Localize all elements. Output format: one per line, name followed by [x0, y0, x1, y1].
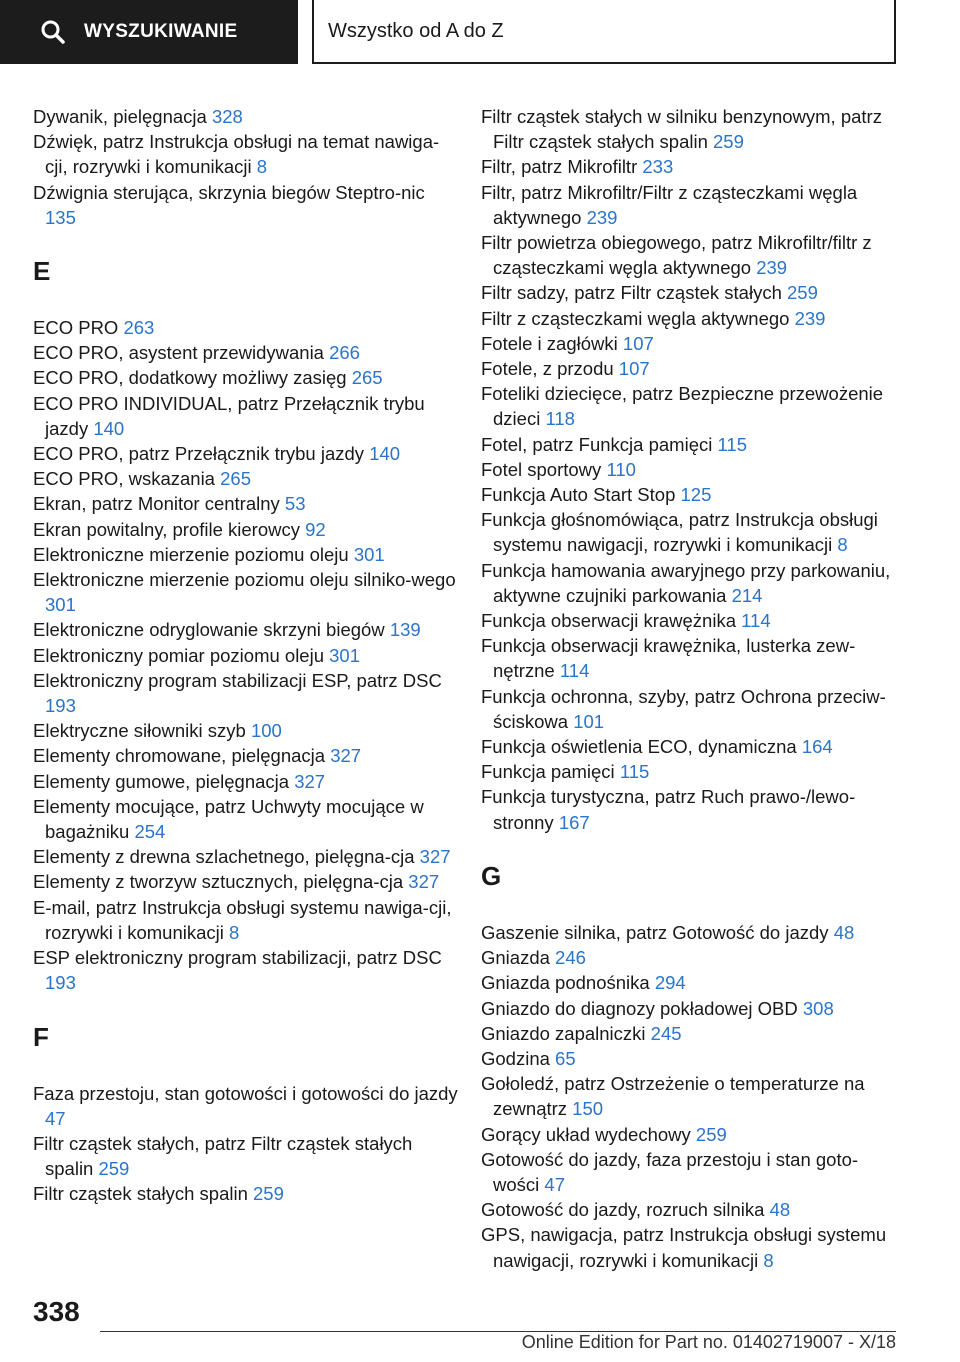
page-link[interactable]: 65 [555, 1047, 576, 1069]
index-entry-text: Ekran, patrz Monitor centralny [33, 493, 280, 515]
index-entry [481, 507, 901, 557]
page-link[interactable]: 107 [618, 358, 650, 380]
index-entry-text: Funkcja ochronna, szyby, patrz Ochrona przeciw-ściskowa [481, 685, 886, 732]
page-link[interactable]: 193 [45, 695, 76, 717]
index-entry-text: Filtr powietrza obiegowego, patrz Mikrofiltr/filtr z cząsteczkami węgla aktywnego [481, 232, 872, 279]
index-entry [33, 718, 458, 743]
index-entry [33, 844, 458, 869]
index-entry [481, 356, 901, 381]
page-link[interactable]: 8 [837, 534, 848, 556]
index-entry [481, 558, 901, 608]
index-column-right [481, 104, 901, 1273]
index-entry-text: Elementy z drewna szlachetnego, pielęgna-cja [33, 846, 415, 868]
page-link[interactable]: 193 [45, 972, 76, 994]
index-entry-text: Filtr z cząsteczkami węgla aktywnego [481, 307, 790, 329]
page-link[interactable]: 301 [45, 594, 76, 616]
page-link[interactable]: 265 [220, 468, 251, 490]
index-entry [481, 633, 901, 683]
index-group-d [33, 104, 458, 230]
index-column-left [33, 104, 458, 1207]
index-entry-text: Elektroniczne mierzenie poziomu oleju silniko-wego [33, 569, 456, 591]
index-letter-f: F [33, 1021, 49, 1052]
page-link[interactable]: 114 [559, 660, 590, 682]
index-entry [481, 104, 901, 154]
index-entry-text: Elektroniczne mierzenie poziomu oleju [33, 543, 349, 565]
page-number: 338 [33, 1296, 80, 1327]
index-entry-text: Gniazdo zapalniczki [481, 1022, 646, 1044]
page-link[interactable]: 327 [408, 871, 440, 893]
index-entry-text: Dźwignia sterująca, skrzynia biegów Steptro-nic [33, 181, 425, 203]
index-entry-text: Fotele i zagłówki [481, 332, 618, 354]
page-link[interactable]: 254 [134, 821, 166, 843]
index-entry [33, 895, 458, 945]
index-entry-text: Filtr cząstek stałych spalin [33, 1183, 248, 1205]
index-entry-text: E-mail, patrz Instrukcja obsługi systemu nawiga-cji, rozrywki i komunikacji [33, 896, 452, 943]
page-link[interactable]: 101 [573, 710, 605, 732]
index-entry-text: Elementy chromowane, pielęgnacja [33, 745, 326, 767]
header [0, 0, 960, 66]
index-entry-text: Elektroniczny program stabilizacji ESP, patrz DSC [33, 669, 442, 691]
index-entry-text: ESP elektroniczny program stabilizacji, patrz DSC [33, 947, 442, 969]
page-link[interactable]: 125 [680, 484, 712, 506]
index-entry [481, 1222, 901, 1272]
index-entry-text: Gniazda [481, 947, 550, 969]
index-entry [33, 1131, 458, 1181]
index-entry-text: ECO PRO, dodatkowy możliwy zasięg [33, 367, 347, 389]
page-link[interactable]: 48 [769, 1199, 791, 1221]
index-group-f-continued [481, 104, 901, 835]
index-entry-text: Filtr cząstek stałych w silniku benzynowym, patrz Filtr cząstek stałych spalin [481, 106, 882, 153]
index-entry-text: Elementy gumowe, pielęgnacja [33, 770, 290, 792]
index-entry [481, 684, 901, 734]
index-entry [33, 769, 458, 794]
index-entry-text: Fotel sportowy [481, 458, 602, 480]
page-link[interactable]: 239 [756, 257, 788, 279]
index-entry [481, 784, 901, 834]
index-entry [33, 1081, 458, 1131]
page-link[interactable]: 263 [123, 317, 155, 339]
index-entry [481, 1147, 901, 1197]
index-entry-text: ECO PRO, patrz Przełącznik trybu jazdy [33, 443, 365, 465]
index-entry-text: Gotowość do jazdy, rozruch silnika [481, 1199, 765, 1221]
index-entry [481, 432, 901, 457]
index-entry [33, 542, 458, 567]
page-link[interactable]: 115 [619, 761, 650, 783]
search-icon [40, 19, 66, 45]
index-entry-text: Dywanik, pielęgnacja [33, 106, 207, 127]
page-link[interactable]: 259 [713, 131, 744, 153]
index-entry-text: Funkcja oświetlenia ECO, dynamiczna [481, 736, 797, 758]
index-entry [33, 104, 458, 129]
index-entry-text: Funkcja Auto Start Stop [481, 484, 676, 506]
page-link[interactable]: 301 [353, 543, 385, 565]
page-link[interactable]: 266 [329, 342, 360, 364]
page-link[interactable]: 47 [544, 1173, 565, 1195]
index-entry [481, 970, 901, 995]
page-link[interactable]: 135 [45, 206, 76, 228]
page-link[interactable]: 140 [93, 417, 125, 439]
index-entry-text: Filtr, patrz Mikrofiltr [481, 156, 638, 178]
page-link[interactable]: 214 [731, 584, 763, 606]
index-entry [481, 280, 901, 305]
page-link[interactable]: 239 [586, 206, 618, 228]
index-group-f [33, 1081, 458, 1207]
index-entry [33, 643, 458, 668]
index-entry-text: Funkcja turystyczna, patrz Ruch prawo-/lewo-stronny [481, 786, 856, 833]
page-link[interactable]: 48 [833, 921, 855, 943]
page-link[interactable]: 107 [622, 332, 654, 354]
page-link[interactable]: 167 [558, 811, 590, 833]
index-entry [33, 441, 458, 466]
page-link[interactable]: 259 [98, 1158, 130, 1180]
page-link[interactable]: 118 [545, 408, 575, 430]
index-entry [33, 794, 458, 844]
index-entry [481, 734, 901, 759]
page-link[interactable]: 115 [717, 433, 747, 455]
page-link[interactable]: 327 [419, 846, 451, 868]
section-title [312, 0, 896, 64]
index-entry-text: GPS, nawigacja, patrz Instrukcja obsługi systemu nawigacji, rozrywki i komunikacji [481, 1224, 887, 1271]
index-entry-text: Funkcja obserwacji krawężnika [481, 610, 736, 632]
index-entry [481, 331, 901, 356]
index-entry [33, 945, 458, 995]
index-entry-text: Gniazdo do diagnozy pokładowej OBD [481, 997, 798, 1019]
section-title-text: Wszystko od A do Z [328, 19, 504, 42]
page-link[interactable]: 294 [654, 972, 686, 994]
page-link[interactable]: 327 [294, 770, 326, 792]
index-group-g [481, 920, 901, 1273]
index-entry [33, 1181, 458, 1206]
page-link[interactable]: 100 [250, 720, 282, 742]
page-link[interactable]: 233 [642, 156, 674, 178]
index-entry-text: Faza przestoju, stan gotowości i gotowości do jazdy [33, 1082, 458, 1104]
index-entry [33, 743, 458, 768]
index-entry-text: Elektroniczne odryglowanie skrzyni biegów [33, 619, 385, 641]
page-link[interactable]: 8 [229, 921, 240, 943]
index-entry [481, 1122, 901, 1147]
index-entry-text: Elektryczne siłowniki szyb [33, 720, 246, 742]
page-link[interactable]: 265 [351, 367, 383, 389]
index-entry [481, 1046, 901, 1071]
index-entry-text: Filtr, patrz Mikrofiltr/Filtr z cząsteczkami węgla aktywnego [481, 181, 858, 228]
index-entry-text: Foteliki dziecięce, patrz Bezpieczne przewożenie dzieci [481, 383, 884, 430]
page-link[interactable]: 259 [695, 1123, 727, 1145]
page-link[interactable]: 327 [330, 745, 362, 767]
page-link[interactable]: 259 [253, 1183, 284, 1205]
index-entry-text: Fotele, z przodu [481, 358, 614, 380]
page-link[interactable]: 139 [389, 619, 421, 641]
index-entry [481, 306, 901, 331]
index-letter-e: E [33, 256, 51, 287]
page-link[interactable]: 328 [211, 106, 243, 127]
index-entry-text: Elementy mocujące, patrz Uchwyty mocujące w bagażniku [33, 795, 424, 843]
index-entry-text: Gniazda podnośnika [481, 972, 650, 994]
page-link[interactable]: 259 [787, 282, 818, 304]
index-entry [481, 482, 901, 507]
page-link[interactable]: 150 [572, 1098, 604, 1120]
index-entry [33, 668, 458, 718]
search-label: WYSZUKIWANIE [84, 21, 238, 42]
index-entry [481, 381, 901, 431]
index-entry [481, 920, 901, 945]
search-button[interactable] [0, 0, 298, 64]
index-entry [481, 1021, 901, 1046]
page-link[interactable]: 164 [801, 736, 833, 758]
index-entry-text: Fotel, patrz Funkcja pamięci [481, 433, 713, 455]
page-link[interactable]: 245 [650, 1022, 682, 1044]
index-entry-text: Gotowość do jazdy, faza przestoju i stan goto-wości [481, 1148, 859, 1195]
index-entry-text: Filtr sadzy, patrz Filtr cząstek stałych [481, 282, 782, 304]
index-entry [481, 945, 901, 970]
index-entry [481, 1071, 901, 1121]
index-entry-text: ECO PRO INDIVIDUAL, patrz Przełącznik trybu jazdy [33, 392, 425, 439]
index-entry [481, 1197, 901, 1222]
index-entry [33, 567, 458, 617]
index-entry-text: Filtr cząstek stałych, patrz Filtr cząstek stałych spalin [33, 1132, 413, 1180]
index-entry-text: Dźwięk, patrz Instrukcja obsługi na temat nawiga-cji, rozrywki i komunikacji [33, 131, 440, 178]
index-entry [481, 180, 901, 230]
index-entry [33, 315, 458, 340]
index-entry [33, 391, 458, 441]
index-entry [33, 180, 458, 230]
index-entry [33, 129, 458, 179]
index-entry [33, 517, 458, 542]
index-group-e [33, 315, 458, 995]
index-entry-text: Godzina [481, 1047, 550, 1069]
index-letter-g: G [481, 860, 502, 891]
page-link[interactable]: 47 [45, 1107, 66, 1129]
index-entry [481, 230, 901, 280]
index-entry-text: Gołoledź, patrz Ostrzeżenie o temperaturze na zewnątrz [481, 1073, 865, 1120]
page-link[interactable]: 110 [606, 458, 636, 480]
index-entry [33, 466, 458, 491]
index-entry-text: Funkcja głośnomówiąca, patrz Instrukcja obsługi systemu nawigacji, rozrywki i komunikacji [481, 509, 878, 556]
page-link[interactable]: 301 [329, 644, 361, 666]
page-link[interactable]: 140 [369, 443, 401, 465]
index-entry-text: Funkcja obserwacji krawężnika, lusterka zew-nętrzne [481, 635, 856, 682]
index-entry-text: Ekran powitalny, profile kierowcy [33, 518, 300, 540]
index-entry-text: Gorący układ wydechowy [481, 1123, 691, 1145]
index-entry-text: ECO PRO [33, 317, 119, 339]
index-entry [481, 608, 901, 633]
page-link[interactable]: 246 [555, 947, 586, 969]
index-entry-text: Elektroniczny pomiar poziomu oleju [33, 644, 324, 666]
index-entry-text: Funkcja hamowania awaryjnego przy parkowaniu, aktywne czujniki parkowania [481, 559, 891, 606]
index-entry [33, 340, 458, 365]
index-entry-text: Elementy z tworzyw sztucznych, pielęgna-cja [33, 871, 404, 893]
index-entry [481, 457, 901, 482]
index-entry [481, 759, 901, 784]
page-link[interactable]: 114 [741, 610, 771, 632]
index-entry [33, 365, 458, 390]
edition-info: Online Edition for Part no. 01402719007 - X/18 [521, 1332, 896, 1352]
index-entry [481, 996, 901, 1021]
index-entry-text: Funkcja pamięci [481, 761, 615, 783]
index-entry [33, 869, 458, 894]
page-link[interactable]: 8 [763, 1249, 774, 1271]
index-entry [33, 617, 458, 642]
index-entry-text: ECO PRO, wskazania [33, 468, 215, 490]
index-entry [481, 154, 901, 179]
index-entry [33, 491, 458, 516]
index-entry-text: Gaszenie silnika, patrz Gotowość do jazdy [481, 921, 829, 943]
page-link[interactable]: 239 [794, 307, 826, 329]
page-link[interactable]: 308 [802, 997, 834, 1019]
page-link[interactable]: 92 [305, 518, 326, 540]
index-entry-text: ECO PRO, asystent przewidywania [33, 342, 324, 364]
page-link[interactable]: 53 [284, 493, 306, 515]
page-link[interactable]: 8 [256, 156, 268, 178]
